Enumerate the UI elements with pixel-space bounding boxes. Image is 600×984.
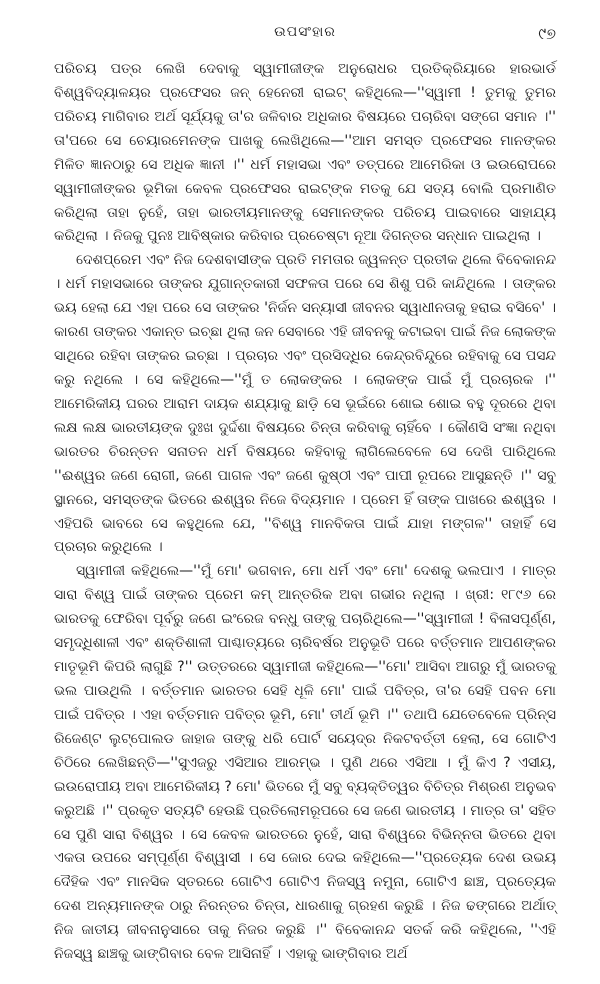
paragraph-3: ସ୍ୱାମୀଜୀ କହିଥିଲେ—''ମୁଁ ମୋ' ଭଗବାନ, ମୋ ଧର୍ମ ଏବଂ ମୋ' ଦେଶକୁ ଭଲପାଏ । ମାତ୍ର ସାରା ବିଶ୍ୱ ପାଇଁ ତାଙ୍କର ପ୍ରେମ କମ୍ ଆନ୍ତରିକ ଅବା ଗଭୀର ନଥିଲା । ଖ୍ରୀ: ୧୮୯୬ ରେ ଭାରତକୁ ଫେରିବା ପୂର୍ବରୁ ଜଣେ ଇଂରେଜ ବନ୍ଧୁ ତାଙ୍କୁ ପଚାରିଥିଲେ—''ସ୍ୱାମୀଜୀ ! ବିଳାସପୂର୍ଣ୍ଣ, ସମୃଦ୍ଧିଶାଳୀ ଏବଂ ଶକ୍ତିଶାଳୀ ପାଶ୍ଚାତ୍ୟରେ ଚାରିବର୍ଷର ଅନୁଭୂତି ପରେ ବର୍ତ୍ତମାନ ଆପଣଙ୍କର ମାତୃଭୂମି କିପରି ଲାଗୁଛି ?'' ଉତ୍ତରରେ ସ୍ୱାମୀଜୀ କହିଥିଲେ—''ମୋ' ଆସିବା ଆଗରୁ ମୁଁ ଭାରତକୁ ଭଲ ପାଉଥିଲି । ବର୍ତ୍ତମାନ ଭାରତର ସେହି ଧୂଳି ମୋ' ପାଇଁ ପବିତ୍ର, ତା'ର ସେହି ପବନ ମୋ ପାଇଁ ପବିତ୍ର । ଏହା ବର୍ତ୍ତମାନ ପବିତ୍ର ଭୂମି, ମୋ' ତୀର୍ଥ ଭୂମି ।'' ତଥାପି ଯେତେବେଳେ ପ୍ରିନ୍ସ ରିଜେଣ୍ଟ ଲୁଟ୍‌ପୋଲଡ ଜାହାଜ ତାଙ୍କୁ ଧରି ପୋର୍ଟ ସୟେଦ୍‌ର ନିକଟବର୍ତ୍ତୀ ହେଲା, ସେ ଗୋଟିଏ ଚିଠିରେ ଲେଖିଛନ୍ତି—''ସୁଏଜରୁ ଏସିଆର ଆରମ୍ଭ । ପୁଣି ଥରେ ଏସିଆ । ମୁଁ କିଏ ? ଏସୀୟ, ଇଉରୋପୀୟ ଅବା ଆମେରିକୀୟ ? ମୋ' ଭିତରେ ମୁଁ ସବୁ ବ୍ୟକ୍ତିତ୍ୱର ବିଚିତ୍ର ମିଶ୍ରଣ ଅନୁଭବ କରୁଅଛି ।'' ପ୍ରକୃତ ସତ୍ୟଟି ହେଉଛି ପ୍ରତିଲୋମରୂପରେ ସେ ଜଣେ ଭାରତୀୟ । ମାତ୍ର ତା' ସହିତ ସେ ପୁଣି ସାରା ବିଶ୍ୱର । ସେ କେବଳ ଭାରତରେ ନୁହେଁ, ସାରା ବିଶ୍ୱରେ ବିଭିନ୍ନତା ଭିତରେ ଥିବା ଏକତା ଉପରେ ସମ୍ପୂର୍ଣ୍ଣ ବିଶ୍ୱାସୀ । ସେ ଜୋର ଦେଇ କହିଥିଲେ—''ପ୍ରତ୍ୟେକ ଦେଶ ଉଭୟ ଦୈହିକ ଏବଂ ମାନସିକ ସ୍ତରରେ ଗୋଟିଏ ଗୋଟିଏ ନିଜସ୍ୱ ନମୁନା, ଗୋଟିଏ ଛାଞ୍ଚ, ପ୍ରତ୍ୟେକ ଦେଶ ଅନ୍ୟମାନଙ୍କ ଠାରୁ ନିରନ୍ତର ଚିନ୍ତା, ଧାରଣାକୁ ଗ୍ରହଣ କରୁଛି । ନିଜ ଢଙ୍ଗରେ ଅର୍ଥାତ୍ ନିଜ ଜାତୀୟ ଜୀବନାନୁସାରେ ତାକୁ ନିଜର କରୁଛି ।'' ବିବେକାନନ୍ଦ ସତର୍କ କରି କହିଥିଲେ, ''ଏହି ନିଜସ୍ୱ ଛାଞ୍ଚକୁ ଭାଙ୍ଗିବାର ବେଳ ଆସିନାହିଁ । ଏହାକୁ ଭାଙ୍ଗିବାର ଅର୍ଥ — [54, 563, 556, 963]
chapter-title: ଉପସଂହାର — [274, 24, 336, 40]
paragraph-2: ଦେଶପ୍ରେମ ଏବଂ ନିଜ ଦେଶବାସୀଙ୍କ ପ୍ରତି ମମତାର ଜ୍ୱଳନ୍ତ ପ୍ରତୀକ ଥିଲେ ବିବେକାନନ୍ଦ । ଧର୍ମ ମହାସଭାରେ ତାଙ୍କର ଯୁଗାନ୍ତକାରୀ ସଫଳତା ପରେ ସେ ଶିଶୁ ପରି କାନ୍ଦିଥିଲେ । ତାଙ୍କର ଭୟ ହେଲା ଯେ ଏହା ପରେ ସେ ତାଙ୍କର 'ନିର୍ଜନ ସନ୍ୟାସୀ ଜୀବନର ସ୍ୱାଧୀନତାକୁ ହରାଇ ବସିବେ' । କାରଣ ତାଙ୍କର ଏକାନ୍ତ ଇଚ୍ଛା ଥିଲା ଜନ ସେବାରେ ଏହି ଜୀବନକୁ କଟାଇବା ପାଇଁ ନିଜ ଲୋକଙ୍କ ସାଥିରେ ରହିବା ତାଙ୍କର ଇଚ୍ଛା । ପ୍ରଚାର ଏବଂ ପ୍ରସିଦ୍ଧିର କେନ୍ଦ୍ରବିନ୍ଦୁରେ ରହିବାକୁ ସେ ପସନ୍ଦ କରୁ ନଥିଲେ । ସେ କହିଥିଲେ—''ମୁଁ ତ ଲୋକଙ୍କର । ଲୋକଙ୍କ ପାଇଁ ମୁଁ ପ୍ରଚାରକ ।'' ଆମେରିକୀୟ ଘରର ଆରାମ ଦାୟକ ଶଯ୍ୟାକୁ ଛାଡ଼ି ସେ ଭୂଇଁରେ ଶୋଇ ଶୋଇ ବହୁ ଦୂରରେ ଥିବା ଲକ୍ଷ ଲକ୍ଷ ଭାରତୀୟଙ୍କ ଦୁଃଖ ଦୁର୍ଦ୍ଦଶା ବିଷୟରେ ଚିନ୍ତା କରିବାକୁ ଚାହିଁବେ । କୌଣସି ସଂଜ୍ଞା ନଥିବା ଭାରତର ଚିରନ୍ତନ ସନାତନ ଧର୍ମ ବିଷୟରେ କହିବାକୁ ଲାଗିଲେବେଳେ ସେ ଦେଖି ପାରିଥିଲେ ''ଈଶ୍ୱର ଜଣେ ରୋଗୀ, ଜଣେ ପାଗଳ ଏବଂ ଜଣେ କୁଷ୍ଠୀ ଏବଂ ପାପୀ ରୂପରେ ଆସୁଛନ୍ତି ।'' ସବୁ ସ୍ଥାନରେ, ସମସ୍ତଙ୍କ ଭିତରେ ଈଶ୍ୱର ନିଜେ ବିଦ୍ୟମାନ । ପ୍ରେମ ହିଁ ତାଙ୍କ ପାଖରେ ଈଶ୍ୱର । ଏହିପରି ଭାବରେ ସେ କହୁଥିଲେ ଯେ, ''ବିଶ୍ୱ ମାନବିକତା ପାଇଁ ଯାହା ମଙ୍ଗଳ'' ତାହାହିଁ ସେ ପ୍ରଚାର କରୁଥିଲେ । — [54, 252, 557, 556]
body-text — [54, 58, 556, 967]
paragraph-1: ପରିଚୟ ପତ୍ର ଲେଖି ଦେବାକୁ ସ୍ୱାମୀଜୀଙ୍କ ଅନୁରୋଧର ପ୍ରତିକ୍ରିୟାରେ ହାରଭାର୍ଡ ବିଶ୍ୱବିଦ୍ୟାଳୟର ପ୍ରଫେସର ଜନ୍ ହେନେରୀ ରାଇଟ୍ କହିଥିଲେ—''ସ୍ୱାମୀ ! ତୁମକୁ ତୁମର ପରିଚୟ ମାଗିବାର ଅର୍ଥ ସୂର୍ଯ୍ୟକୁ ତା'ର ଜଳିବାର ଅଧିକାର ବିଷୟରେ ପଚାରିବା ସଙ୍ଗେ ସମାନ ।'' ତା'ପରେ ସେ ଚେୟାରମେନଙ୍କ ପାଖକୁ ଲେଖିଥିଲେ—''ଆମ ସମସ୍ତ ପ୍ରଫେସର ମାନଙ୍କର ମିଳିତ ଜ୍ଞାନଠାରୁ ସେ ଅଧିକ ଜ୍ଞାନୀ ।'' ଧର୍ମ ମହାସଭା ଏବଂ ତତ୍ପରେ ଆମେରିକା ଓ ଇଉରୋପରେ ସ୍ୱାମୀଜୀଙ୍କର ଭୂମିକା କେବଳ ପ୍ରଫେସର ରାଇଟ୍ଙ୍କ ମତକୁ ଯେ ସତ୍ୟ ବୋଲି ପ୍ରମାଣିତ କରିଥିଲା ତାହା ନୁହେଁ, ତାହା ଭାରତୀୟମାନଙ୍କୁ ସେମାନଙ୍କର ପରିଚୟ ପାଇବାରେ ସାହାଯ୍ୟ କରିଥିଲା । ନିଜକୁ ପୁନଃ ଆବିଷ୍କାର କରିବାର ପ୍ରଚେଷ୍ଟା ନୂଆ ଦିଗନ୍ତର ସନ୍ଧାନ ପାଇଥିଲା । — [54, 61, 556, 245]
running-head — [54, 24, 556, 58]
page-number: ୯୭ — [538, 24, 556, 43]
